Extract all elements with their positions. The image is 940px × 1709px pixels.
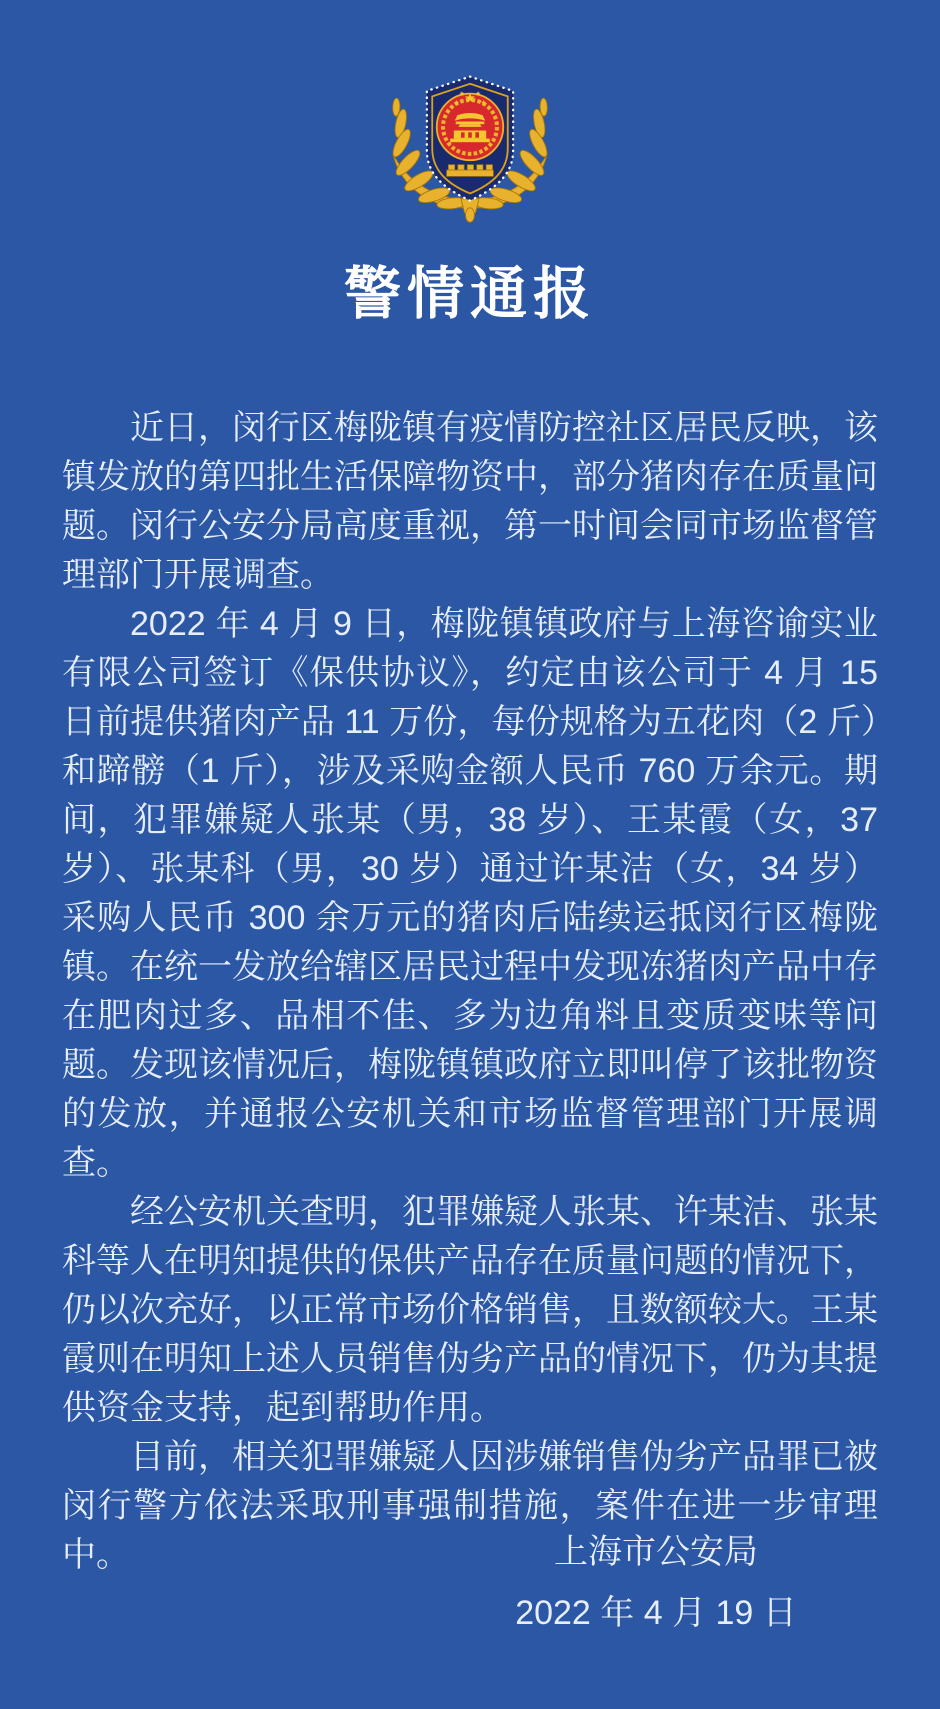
signature-block: [468, 1530, 844, 1635]
issue-date: 2022 年 4 月 19 日: [515, 1594, 797, 1632]
paragraph-4: 目前，相关犯罪嫌疑人因涉嫌销售伪劣产品罪已被闵行警方依法采取刑事强制措施，案件在进一步审理中。: [62, 1438, 878, 1574]
paragraph-3: 经公安机关查明，犯罪嫌疑人张某、许某洁、张某科等人在明知提供的保供产品存在质量问题的情况下，仍以次充好，以正常市场价格销售，且数额较大。王某霞则在明知上述人员销售伪劣产品的情况下，仍为其提供资金支持，起到帮助作用。: [62, 1193, 878, 1427]
page-title: 警情通报: [344, 262, 596, 326]
issuer-signature: 上海市公安局: [554, 1533, 758, 1571]
emblem-area: [0, 64, 940, 229]
paragraph-2: 2022 年 4 月 9 日，梅陇镇镇政府与上海咨谕实业有限公司签订《保供协议》，约定由该公司于 4 月 15 日前提供猪肉产品 11 万份，每份规格为五花肉（2 斤）和蹄髈（1 斤），涉及采购金额人民币 760 万余元。期间，犯罪嫌疑人张某（男，38 岁）、王某霞（女，37 岁）、张某科（男，30 岁）通过许某洁（女，34 岁）采购人民币 300 余万元的猪肉后陆续运抵闵行区梅陇镇。在统一发放给辖区居民过程中发现冻猪肉产品中存在肥肉过多、品相不佳、多为边角料且变质变味等问题。发现该情况后，梅陇镇镇政府立即叫停了该批物资的发放，并通报公安机关和市场监督管理部门开展调查。: [62, 605, 878, 1182]
police-badge-icon: [371, 64, 569, 229]
notice-body: [62, 404, 878, 1580]
paragraph-1: 近日，闵行区梅陇镇有疫情防控社区居民反映，该镇发放的第四批生活保障物资中，部分猪肉存在质量问题。闵行公安分局高度重视，第一时间会同市场监督管理部门开展调查。: [62, 409, 878, 594]
